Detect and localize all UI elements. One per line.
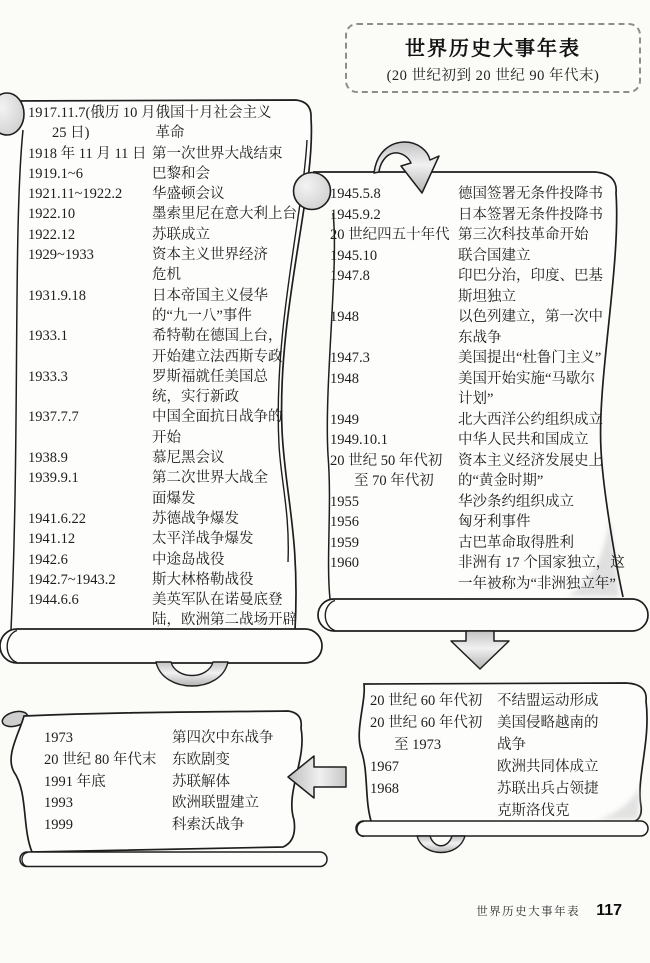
timeline-entry <box>28 550 322 570</box>
timeline-entry <box>44 772 324 794</box>
timeline-entry <box>28 529 322 549</box>
entry-description: 第三次科技革命开始 <box>458 227 589 243</box>
entry-description: 面爆发 <box>152 490 196 507</box>
scroll-bottom-roller <box>0 629 322 663</box>
entry-description: 巴黎和会 <box>152 165 210 182</box>
entry-description: 东战争 <box>458 329 502 346</box>
timeline-entry <box>28 468 322 509</box>
entry-date: 1991 年底 <box>44 773 106 790</box>
entry-description: 克斯洛伐克 <box>497 803 570 819</box>
scroll-1917-1944-text <box>28 103 322 631</box>
entry-date: 1922.12 <box>28 226 76 243</box>
entry-date: 1942.6 <box>28 551 68 568</box>
timeline-entry <box>28 326 322 367</box>
entry-date: 1945.9.2 <box>330 206 381 223</box>
scroll-ribbon-loop <box>417 836 465 853</box>
entry-description: 匈牙利事件 <box>458 514 531 530</box>
entry-date: 1941.6.22 <box>28 510 86 527</box>
timeline-entry <box>28 407 322 448</box>
entry-date: 1942.7~1943.2 <box>28 571 116 588</box>
entry-date: 1993 <box>44 795 73 812</box>
entry-date: 1948 <box>330 370 359 387</box>
entry-date: 1933.3 <box>28 368 68 385</box>
title-box <box>345 23 641 93</box>
timeline-entry <box>330 348 644 369</box>
entry-date: 至 1973 <box>394 737 442 753</box>
entry-description: 欧洲共同体成立 <box>497 759 599 775</box>
entry-date: 1919.1~6 <box>28 165 83 182</box>
entry-description: 中华人民共和国成立 <box>458 432 589 448</box>
entry-description: 俄国十月社会主义 <box>155 105 272 121</box>
entry-description: 第四次中东战争 <box>172 730 274 746</box>
entry-date: 1933.1 <box>28 328 68 345</box>
entry-description: 希特勒在德国上台， <box>152 328 283 345</box>
timeline-entry <box>28 509 322 529</box>
entry-date: 1999 <box>44 817 73 834</box>
entry-description: 非洲有 17 个国家独立，这 <box>458 555 625 571</box>
timeline-entry <box>330 430 644 451</box>
timeline-entry <box>28 164 322 184</box>
entry-description: 美英军队在诺曼底登 <box>152 592 283 609</box>
scroll-bottom-roller <box>318 599 648 631</box>
page-number: 117 <box>596 902 622 919</box>
entry-date: 1968 <box>370 781 399 797</box>
timeline-entry <box>330 266 644 307</box>
entry-date: 1941.12 <box>28 531 76 548</box>
scroll-1945-1960-text <box>330 184 644 594</box>
entry-date: 1973 <box>44 730 73 746</box>
entry-description: 中国全面抗日战争的 <box>152 409 283 426</box>
entry-description: 太平洋战争爆发 <box>152 531 254 548</box>
entry-description: 联合国建立 <box>458 247 531 264</box>
timeline-entry <box>44 750 324 772</box>
timeline-entry <box>330 225 644 246</box>
timeline-entry <box>330 512 644 533</box>
entry-date: 1967 <box>370 759 399 775</box>
entry-description: 美国提出“杜鲁门主义” <box>458 350 602 366</box>
timeline-entry <box>28 286 322 327</box>
entry-description: 中途岛战役 <box>152 551 225 568</box>
entry-date: 1918 年 11 月 11 日 <box>28 145 147 162</box>
timeline-entry <box>330 184 644 205</box>
entry-description: 统，实行新政 <box>152 389 239 406</box>
down-arrow-icon <box>451 631 509 669</box>
timeline-entry <box>330 307 644 348</box>
timeline-entry <box>28 245 322 286</box>
timeline-entry <box>370 756 642 778</box>
entry-date: 1937.7.7 <box>28 409 79 426</box>
entry-description: 计划” <box>458 391 494 407</box>
entry-description: 苏联成立 <box>152 226 210 243</box>
timeline-entry <box>28 184 322 204</box>
entry-date: 1949 <box>330 411 359 428</box>
entry-date: 1931.9.18 <box>28 287 86 304</box>
timeline-entry <box>330 553 644 594</box>
timeline-entry <box>28 204 322 224</box>
entry-description: 欧洲联盟建立 <box>172 795 259 812</box>
entry-description: 战争 <box>497 737 526 753</box>
entry-description: 华沙条约组织成立 <box>458 493 574 510</box>
entry-date: 1917.11.7(俄历 10 月 <box>28 105 156 121</box>
timeline-entry <box>44 728 324 750</box>
timeline-entry <box>28 367 322 408</box>
timeline-entry <box>330 369 644 410</box>
entry-date: 至 70 年代初 <box>354 473 434 489</box>
scroll-1973-1999-text <box>44 728 324 837</box>
entry-date: 1945.5.8 <box>330 186 381 202</box>
entry-description: 第二次世界大战全 <box>152 470 268 487</box>
entry-date: 1960 <box>330 555 359 571</box>
timeline-entry <box>330 205 644 226</box>
page-footer <box>476 902 622 920</box>
entry-description: 革命 <box>155 125 185 142</box>
page-title: 世界历史大事年表 <box>405 37 581 60</box>
entry-date: 1948 <box>330 309 359 325</box>
entry-description: 开始建立法西斯专政 <box>152 348 283 365</box>
entry-description: 东欧剧变 <box>172 751 230 768</box>
page-subtitle: (20 世纪初到 20 世纪 90 年代末) <box>386 67 600 84</box>
entry-date: 20 世纪 60 年代初 <box>370 693 483 709</box>
entry-date: 1921.11~1922.2 <box>28 186 123 203</box>
timeline-entry <box>28 448 322 468</box>
entry-date: 1939.9.1 <box>28 470 79 487</box>
entry-date: 1929~1933 <box>28 247 94 264</box>
scroll-bottom-roller <box>20 852 327 867</box>
timeline-entry <box>28 144 322 164</box>
entry-description: 的“黄金时期” <box>458 473 544 489</box>
entry-description: 慕尼黑会议 <box>152 450 225 467</box>
entry-date: 1949.10.1 <box>330 432 388 448</box>
entry-description: 一年被称为“非洲独立年” <box>458 575 616 592</box>
entry-description: 苏联解体 <box>172 773 230 790</box>
entry-description: 罗斯福就任美国总 <box>152 368 268 385</box>
timeline-entry <box>44 815 324 837</box>
entry-description: 古巴革命取得胜利 <box>458 534 574 551</box>
entry-date: 20 世纪 80 年代末 <box>44 751 157 768</box>
entry-description: 危机 <box>152 267 181 284</box>
timeline-entry <box>370 690 642 712</box>
timeline-entry <box>44 793 324 815</box>
entry-date: 1922.10 <box>28 206 76 223</box>
entry-date: 1947.3 <box>330 350 370 366</box>
scroll-bottom-roller <box>356 821 648 836</box>
entry-date: 20 世纪 50 年代初 <box>330 452 443 469</box>
scroll-1960s-text <box>370 690 642 822</box>
entry-description: 斯坦独立 <box>458 288 516 305</box>
entry-description: 华盛顿会议 <box>152 186 225 203</box>
entry-description: 墨索里尼在意大利上台 <box>152 206 297 223</box>
entry-date: 1955 <box>330 493 359 510</box>
entry-description: 不结盟运动形成 <box>497 693 599 709</box>
entry-description: 美国开始实施“马歇尔 <box>458 370 595 387</box>
entry-description: 资本主义世界经济 <box>152 247 268 264</box>
entry-description: 的“九一八”事件 <box>152 307 252 324</box>
footer-label: 世界历史大事年表 <box>476 906 581 918</box>
timeline-entry <box>28 225 322 245</box>
timeline-entry <box>330 533 644 554</box>
entry-description: 日本帝国主义侵华 <box>152 287 268 304</box>
entry-description: 苏联出兵占领捷 <box>497 781 599 797</box>
scroll-ribbon-loop <box>156 662 228 686</box>
entry-date: 1944.6.6 <box>28 592 79 609</box>
entry-description: 日本签署无条件投降书 <box>458 206 603 223</box>
entry-date: 1959 <box>330 534 359 551</box>
timeline-entry <box>370 712 642 756</box>
entry-date: 25 日) <box>52 125 90 142</box>
entry-description: 斯大林格勒战役 <box>152 571 254 588</box>
timeline-entry <box>330 492 644 513</box>
timeline-entry <box>370 778 642 822</box>
entry-date: 1938.9 <box>28 450 68 467</box>
entry-date: 20 世纪 60 年代初 <box>370 715 483 731</box>
timeline-entry <box>28 570 322 590</box>
entry-description: 美国侵略越南的 <box>497 715 599 731</box>
timeline-entry <box>330 246 644 267</box>
entry-date: 20 世纪四五十年代 <box>330 227 450 243</box>
entry-description: 资本主义经济发展史上 <box>458 452 603 469</box>
entry-date: 1945.10 <box>330 247 378 264</box>
entry-description: 苏德战争爆发 <box>152 510 239 527</box>
entry-description: 德国签署无条件投降书 <box>458 186 603 202</box>
entry-description: 印巴分治，印度、巴基 <box>458 268 603 284</box>
timeline-entry <box>28 103 322 144</box>
timeline-entry <box>330 410 644 431</box>
entry-description: 以色列建立，第一次中 <box>458 309 603 325</box>
entry-description: 科索沃战争 <box>172 817 245 834</box>
timeline-entry <box>330 451 644 492</box>
entry-description: 开始 <box>152 429 181 446</box>
entry-description: 北大西洋公约组织成立 <box>458 411 603 428</box>
entry-description: 第一次世界大战结束 <box>152 145 283 162</box>
entry-date: 1947.8 <box>330 268 370 284</box>
entry-date: 1956 <box>330 514 359 530</box>
entry-description: 陆，欧洲第二战场开辟 <box>152 612 297 629</box>
timeline-entry <box>28 590 322 631</box>
